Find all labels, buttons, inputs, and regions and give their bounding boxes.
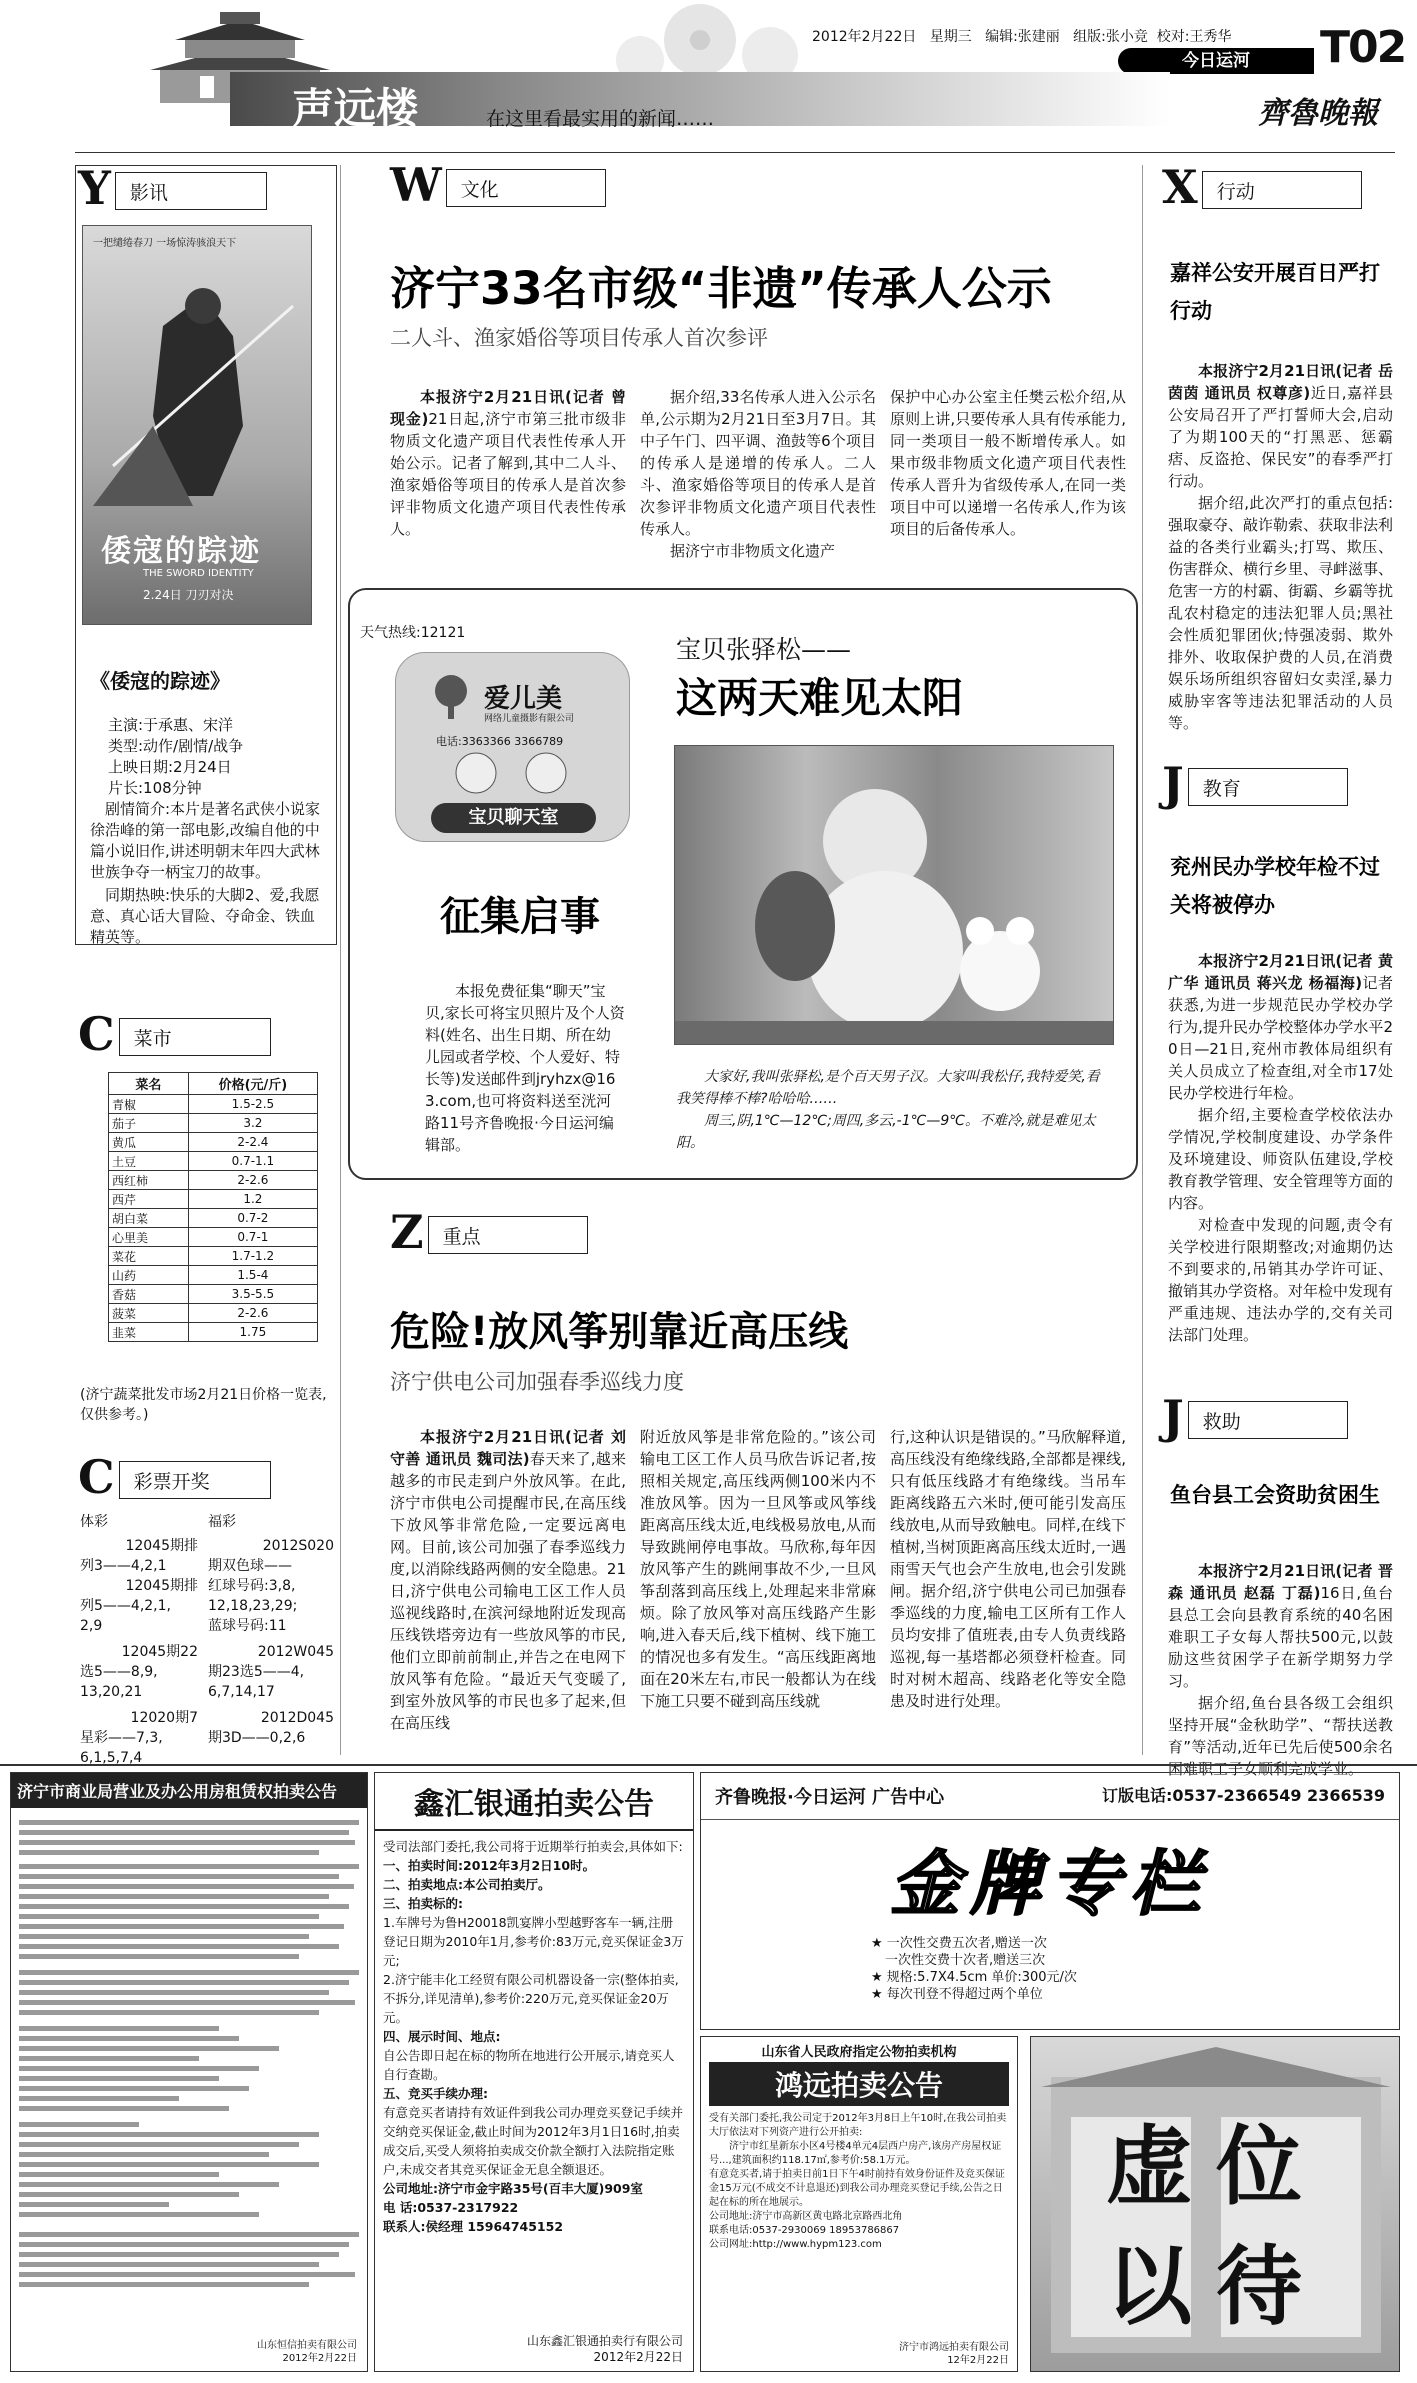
paper-logo: 齊魯晚報: [1258, 96, 1378, 131]
table-row: 菜花 1.7-1.2: [109, 1247, 318, 1266]
sponsor-brand: 爱儿美: [484, 684, 563, 714]
ad1-fine-print: [11, 1814, 367, 2334]
lottery-section-header: C 彩票开奖: [78, 1455, 271, 1499]
culture-headline: 济宁33名市级“非遗”传承人公示: [390, 262, 1052, 315]
weather-headline: 这两天难见太阳: [676, 674, 963, 722]
weather-hotline: 天气热线:12121: [360, 625, 466, 641]
culture-subhead: 二人斗、渔家婚俗等项目传承人首次参评: [390, 326, 768, 350]
ad3-brand: 金牌专栏: [890, 1842, 1210, 1925]
ad-hongyuan-auction: [700, 2036, 1018, 2372]
sponsor-phone: 电话:3363366 3366789: [436, 735, 564, 748]
movie-info: 主演:于承惠、宋洋 类型:动作/剧情/战争 上映日期:2月24日 片长:108分钟 剧情简介:本片是著名武侠小说家徐浩峰的第一部电影,改编自他的中篇小说旧作,讲述明朝末年四大武林世族争夺一柄宝刀的故事。 同期热映:快乐的大脚2、爱,我愿意、真心话大冒险、夺命金、铁血精英等。: [90, 716, 321, 946]
table-row: 胡白菜 0.7-2: [109, 1209, 318, 1228]
movie-section-header: Y 影讯: [78, 166, 267, 210]
ad3-terms: ★ 一次性交费五次者,赠送一次 一次性交费十次者,赠送三次 ★ 规格:5.7X4.5cm 单价:300元/次 ★ 每次刊登不得超过两个单位: [871, 1936, 1077, 2002]
focus-section-header: Z 重点: [390, 1210, 588, 1254]
header-date-line: 2012年2月22日 星期三 编辑:张建丽 组版:张小竞 校对:王秀华: [812, 29, 1232, 45]
call-text: 本报免费征集“聊天”宝贝,家长可将宝贝照片及个人资料(姓名、出生日期、所在幼儿园或者学校、个人爱好、特长等)发送邮件到jryhzx@163.com,也可将资料送至洸河路11号齐鲁晚报·今日运河编辑部。: [425, 982, 625, 1154]
baby-figure: [675, 746, 1114, 1045]
kids-illustration: [416, 748, 606, 808]
police-body: 本报济宁2月21日讯(记者 岳茵茵 通讯员 权尊彦)近日,嘉祥县公安局召开了严打誓师大会,启动了为期100天的“打黑恶、惩霸痞、反盗抢、保民安”的春季严打行动。 据介绍,此次严打的重点包括:强取豪夺、敲诈勒索、获取非法利益的各类行业霸头;打骂、欺压、伤害群众、横行乡里、寻衅滋事、危害一方的村霸、街霸、乡霸等扰乱农村稳定的违法犯罪人员;黑社会性质犯罪团伙;恃强凌弱、欺外排外、收取保护费的人员,在消费娱乐场所组织容留妇女卖淫,暴力威胁宰客等违法犯罪活动的人员等。: [1168, 362, 1394, 732]
veg-section-header: C 菜市: [78, 1012, 271, 1056]
table-row: 西芹 1.2: [109, 1190, 318, 1209]
poster-en: THE SWORD IDENTITY: [143, 568, 254, 579]
police-section-header: X 行动: [1162, 165, 1362, 209]
ad4-footer: 济宁市鸿远拍卖有限公司 12年2月22日: [899, 2342, 1009, 2366]
table-row: 心里美 0.7-1: [109, 1228, 318, 1247]
lottery-welfare: 福彩 2012S020 期双色球—— 红球号码:3,8, 12,18,23,29; 蓝球号码:11 2012W045 期23选5——4, 6,7,14,17 2012D045 期3D——0,2,6: [208, 1514, 334, 1746]
focus-col1: 本报济宁2月21日讯(记者 刘守善 通讯员 魏司法)春天来了,越来越多的市民走到户外放风筝。在此,济宁市供电公司提醒市民,在高压线下放风筝非常危险,一定要远离电网。目前,该公司加强了春季巡线力度,以消除线路两侧的安全隐患。21日,济宁供电公司输电工区工作人员巡视线路时,在滨河绿地附近发现高压线铁塔旁边有一些放风筝的市民,他们立即前前制止,并告之在电网下放风筝有危险。“最近天气变暖了,到室外放风筝的市民也多了起来,但在高压线: [390, 1428, 626, 1732]
chat-label: 宝贝聊天室: [431, 803, 596, 833]
call-title: 征集启事: [440, 894, 600, 940]
edu-section-header: J 教育: [1162, 762, 1348, 806]
edu-body: 本报济宁2月21日讯(记者 黄广华 通讯员 蒋兴龙 杨福海)记者获悉,为进一步规范民办学校办学行为,提升民办学校整体办学水平20日—21日,兖州市教体局组织有关人员成立了检查组,对全市17处民办学校进行年检。 据介绍,主要检查学校依法办学情况,学校制度建设、办学条件及环境建设、师资队伍建设,学校教育教学管理、安全管理等方面的内容。 对检查中发现的问题,责令有关学校进行限期整改;对逾期仍达不到要求的,吊销其办学许可证、撤销其办学资格。对年检中发现有严重违规、违法办学的,交有关司法部门处理。: [1168, 952, 1394, 1344]
sponsor-sub: 网络儿童摄影有限公司: [484, 714, 575, 724]
table-header-row: 菜名 价格(元/斤): [109, 1073, 318, 1095]
movie-title: 《倭寇的踪迹》: [90, 669, 230, 693]
culture-col1: 本报济宁2月21日讯(记者 曾现金)21日起,济宁市第三批市级非物质文化遗产项目代表性传承人开始公示。记者了解到,其中二人斗、渔家婚俗等项目的传承人是首次参评非物质文化遗产项目代表性传承人。: [390, 388, 626, 538]
culture-col3: 保护中心办公室主任樊云松介绍,从原则上讲,只要传承人具有传承能力,同一类项目一般不断增传承人。如果市级非物质文化遗产项目代表性传承人晋升为省级传承人,在同一类项目中可以递增一名传承人,作为该项目的后备传承人。: [890, 388, 1126, 538]
baby-photo: [674, 745, 1114, 1045]
ad1-title: 济宁市商业局营业及办公用房租赁权拍卖公告: [11, 1773, 367, 1808]
table-row: 西红柿 2-2.6: [109, 1171, 318, 1190]
table-row: 山药 1.5-4: [109, 1266, 318, 1285]
baby-caption: 大家好,我叫张驿松,是个百天男子汉。大家叫我松仔,我特爱笑,看我笑得棒不棒?哈哈哈……: [676, 1069, 1100, 1107]
aid-body: 本报济宁2月21日讯(记者 晋森 通讯员 赵磊 丁磊)16日,鱼台县总工会向县教育系统的40名困难职工子女每人帮扶500元,以鼓励这些贫困学子在新学期努力学习。 据介绍,鱼台县各级工会组织坚持开展“金秋助学”、“帮扶送教育”等活动,近年已先后使500余名困难职工子女顺利完成学业。: [1168, 1562, 1394, 1778]
banner-title: 声远楼: [292, 84, 419, 133]
table-row: 青椒 1.5-2.5: [109, 1095, 318, 1114]
veg-price-table: [108, 1072, 318, 1342]
movie-poster: [82, 225, 312, 625]
poster-figure: [93, 266, 303, 506]
table-row: 韭菜 1.75: [109, 1323, 318, 1342]
table-row: 香菇 3.5-5.5: [109, 1285, 318, 1304]
ad2-footer: 山东鑫汇银通拍卖行有限公司 2012年2月22日: [526, 2334, 683, 2364]
table-row: 土豆 0.7-1.1: [109, 1152, 318, 1171]
ad2-body: 受司法部门委托,我公司将于近期举行拍卖会,具体如下: 一、拍卖时间:2012年3月2日10时。 二、拍卖地点:本公司拍卖厅。 三、拍卖标的: 1.车牌号为鲁H20018凯宴牌小型越野客车一辆,注册登记日期为2010年1月,参考价:83万元,竞买保证金3万元; 2.济宁能丰化工经贸有限公司机器设备一宗(整体拍卖,不拆分,详见清单),参考价:220万元,竞买保证金20万元。 四、展示时间、地点: 自公告即日起在标的物所在地进行公开展示,请竞买人自行查勘。 五、竞买手续办理: 有意竞买者请持有效证件到我公司办理竞买登记手续并交纳竞买保证金,截止时间为2012年3月1日16时,拍卖成交后,买受人须将拍卖成交价款全额打入法院指定账户,未成交者其竞买保证金无息全额退还。 公司地址:济宁市金宇路35号(百丰大厦)909室 电 话:0537-2317922 联系人:侯经理 15964745152: [383, 1839, 684, 2234]
ad1-footer: 山东恒信拍卖有限公司 2012年2月22日: [257, 2340, 357, 2364]
sponsor-logo: [395, 652, 630, 842]
culture-col2: 据介绍,33名传承人进入公示名单,公示期为2月21日至3月7日。其中子午门、四平调、渔鼓等6个项目的传承人是递增的传承人。二人斗、渔家婚俗等项目的传承人是首次参评非物质文化遗产项目代表性传承人。 据济宁市非物质文化遗产: [640, 388, 876, 560]
vacant-text: 虚位以待: [1106, 2116, 1326, 2337]
lottery-sports: 体彩 12045期排 列3——4,2,1 12045期排 列5——4,2,1, 2,9 12045期22 选5——8,9, 13,20,21 12020期7 星彩——7,3, 6,1,5,7,4: [80, 1514, 198, 1766]
ad4-org: 山东省人民政府指定公物拍卖机构: [761, 2045, 957, 2060]
weather-kicker: 宝贝张驿松——: [676, 635, 852, 664]
ad2-title: 鑫汇银通拍卖公告: [375, 1773, 693, 1831]
police-headline: 嘉祥公安开展百日严打行动: [1170, 261, 1380, 323]
poster-caption: 一把缱绻春刀 一场惊涛骇浪天下: [93, 238, 237, 249]
table-row: 菠菜 2-2.6: [109, 1304, 318, 1323]
masthead: [0, 0, 1417, 155]
forecast: 周三,阴,1℃—12℃;周四,多云,-1℃—9℃。不难冷,就是难见太阳。: [676, 1113, 1096, 1151]
veg-note: (济宁蔬菜批发市场2月21日价格一览表,仅供参考。): [80, 1387, 327, 1423]
poster-date: 2.24日 刀刃对决: [143, 588, 234, 602]
ad-xinhui-auction: [374, 1772, 694, 2372]
poster-title: 倭寇的踪迹: [101, 534, 261, 569]
aid-section-header: J 救助: [1162, 1395, 1348, 1439]
section-badge: 今日运河: [1118, 48, 1314, 74]
focus-col3: 行,这种认识是错误的。”马欣解释道,高压线没有绝缘线路,全部都是裸线,只有低压线路才有绝缘线。当吊车距离线路五六米时,便可能引发高压线放电,从而导致触电。同样,在线下植树,当树顶距离高压线太近时,一遇雨雪天气也会产生放电,也会引发跳闸。据介绍,济宁供电公司已加强春季巡线的力度,输电工区所有工作人员均安排了值班表,由专人负责线路巡视,每一基塔都必须登杆检查。同时对树木超高、线路老化等安全隐患及时进行处理。: [890, 1428, 1126, 1710]
tree-icon: [426, 671, 476, 721]
edu-headline: 兖州民办学校年检不过关将被停办: [1170, 855, 1380, 917]
ad4-title: 鸿远拍卖公告: [709, 2062, 1009, 2106]
page-number: T02: [1320, 22, 1406, 73]
culture-section-header: W 文化: [390, 163, 606, 207]
aid-headline: 鱼台县工会资助贫困生: [1170, 1483, 1380, 1507]
ad4-body: 受有关部门委托,我公司定于2012年3月8日上午10时,在我公司拍卖大厅依法对下列资产进行公开拍卖: 济宁市红星新东小区4号楼4单元4层西户房产,该房产房屋权证号...,建筑面积约118.17㎡,参考价:58.1万元。 有意竞买者,请于拍卖日前1日下午4时前持有效身份证件及竞买保证金15万元(不成交不计息退还)到我公司办理竞买登记手续,公告之日起在标的所在地展示。 公司地址:济宁市高新区黄屯路北京路西北角 联系电话:0537-2930069 18953786867 公司网址:http://www.hypm123.com: [709, 2113, 1007, 2250]
table-row: 黄瓜 2-2.4: [109, 1133, 318, 1152]
banner-slogan: 在这里看最实用的新闻……: [486, 108, 715, 130]
ad3-header: 齐鲁晚报·今日运河 广告中心 订版电话:0537-2366549 2366539: [701, 1773, 1399, 1820]
focus-headline: 危险!放风筝别靠近高压线: [390, 1309, 849, 1355]
focus-col2: 附近放风筝是非常危险的。”该公司输电工区工作人员马欣告诉记者,按照相关规定,高压线两侧100米内不准放风筝。因为一旦风筝或风筝线距离高压线太近,电线极易放电,从而导致跳闸停电事故。马欣称,每年因放风筝产生的跳闸事故不少,一旦风筝刮落到高压线上,处理起来非常麻烦。除了放风筝对高压线路产生影响,进入春天后,线下植树、线下施工的情况也多有发生。“高压线距离地面在20米左右,市民一般都认为在线下施工只要不碰到高压线就: [640, 1428, 876, 1710]
focus-subhead: 济宁供电公司加强春季巡线力度: [390, 1370, 684, 1394]
table-row: 茄子 3.2: [109, 1114, 318, 1133]
ad-vacant-slot: [1030, 2036, 1400, 2372]
ad-gold-column: [700, 1772, 1400, 2030]
ad-lease-auction: [10, 1772, 368, 2372]
